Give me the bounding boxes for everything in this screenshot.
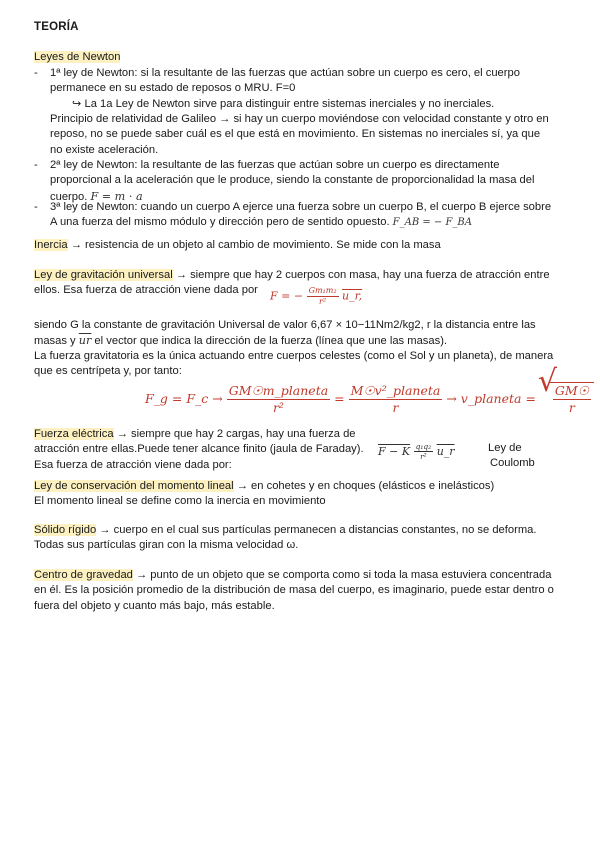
solido-paragraph bbox=[34, 523, 558, 554]
newton-law-2-text: 2ª ley de Newton: la resultante de las fuerzas que actúan sobre un cuerpo es directamente proporcional a la aceleración que le produce, siendo la constante de proporcionalidad la masa del cuerpo. bbox=[50, 159, 535, 203]
centripetal-equation bbox=[145, 382, 594, 416]
solido-text: → cuerpo en el cual sus partículas permanecen a distancias constantes, no se deforma. Todas sus partículas giran con la misma velocidad ω. bbox=[34, 524, 537, 552]
gravitacion-constant-vector: $\overline{ur}$ bbox=[78, 334, 92, 348]
gravitacion-heading: Ley de gravitación universal bbox=[34, 269, 173, 281]
bullet-dash: - bbox=[34, 67, 38, 79]
gravitacion-text: → siempre que hay 2 cuerpos con masa, hay una fuerza de atracción entre ellos. Esa fuerza de atracción viene dada por bbox=[34, 269, 550, 297]
centripetal-eq-den-2: r bbox=[392, 399, 399, 415]
centripetal-eq-frac-1 bbox=[227, 383, 330, 416]
momento-definition: El momento lineal se define como la inercia en movimiento bbox=[34, 495, 326, 507]
newton-law-3-text: 3ª ley de Newton: cuando un cuerpo A ejerce una fuerza sobre un cuerpo B, el cuerpo B ejerce sobre A una fuerza del mismo módulo y dirección pero de sentido opuesto. bbox=[50, 201, 552, 229]
momento-text: → en cohetes y en choques (elásticos e inelásticos) bbox=[233, 480, 495, 492]
gravitation-formula bbox=[270, 286, 362, 307]
coulomb-law-label-1: Ley de bbox=[488, 442, 522, 454]
centripetal-eq-sqrt-den: r bbox=[568, 400, 575, 415]
centripetal-eq-arrow: → v_planeta = bbox=[446, 391, 536, 406]
bullet-dash: - bbox=[34, 201, 38, 213]
centripetal-eq-lhs: F_g = F_c → bbox=[145, 391, 223, 406]
centripetal-eq-num-1: GM☉m_planeta bbox=[228, 382, 329, 398]
newton-law-3 bbox=[34, 200, 554, 231]
centro-paragraph bbox=[34, 568, 558, 614]
bullet-dash: - bbox=[34, 159, 38, 171]
centro-heading: Centro de gravedad bbox=[34, 569, 133, 581]
newton-heading bbox=[34, 50, 120, 65]
galileo-relativity-text: Principio de relatividad de Galileo → si hay un cuerpo moviéndose con velocidad constante y otro en reposo, no se puede saber cuál es el que está en movimiento. En sistemas no inerciales sí, ya que no existe aceleración. bbox=[50, 113, 549, 156]
inercia-heading: Inercia bbox=[34, 239, 68, 251]
newton-law-2-formula: F = m · a bbox=[90, 189, 143, 203]
coulomb-formula-denominator: r² bbox=[420, 452, 427, 461]
coulomb-law-label bbox=[488, 441, 535, 471]
newton-law-3-formula: F_AB = − F_BA bbox=[392, 217, 472, 229]
electrica-paragraph bbox=[34, 427, 374, 473]
newton-arrow-note: ↪ La 1a Ley de Newton sirve para distinguir entre sistemas inerciales y no inerciales. bbox=[72, 98, 495, 110]
solido-heading: Sólido rígido bbox=[34, 524, 97, 536]
gravitation-formula-fraction bbox=[307, 286, 339, 307]
inercia-text: → resistencia de un objeto al cambio de movimiento. Se mide con la masa bbox=[67, 239, 441, 251]
coulomb-formula bbox=[378, 442, 455, 461]
coulomb-formula-lhs: F − K bbox=[378, 444, 411, 458]
gravitacion-constant-text-2: el vector que indica la dirección de la fuerza (línea que une las masas). bbox=[91, 335, 448, 348]
momento-paragraph bbox=[34, 479, 558, 494]
centripetal-eq-num-2: M☉v²_planeta bbox=[350, 382, 441, 398]
coulomb-formula-fraction bbox=[414, 442, 434, 461]
electrica-text: → siempre que hay 2 cargas, hay una fuerza de atracción entre ellas.Puede tener alcance finito (jaula de Faraday). Esa fuerza de atracción viene dada por: bbox=[34, 428, 364, 471]
coulomb-law-label-2: Coulomb bbox=[490, 457, 535, 469]
coulomb-formula-vector: u_r bbox=[436, 444, 455, 458]
momento-heading: Ley de conservación del momento lineal bbox=[34, 480, 234, 492]
inercia-paragraph bbox=[34, 238, 558, 253]
newton-law-1-text: 1ª ley de Newton: si la resultante de las fuerzas que actúan sobre un cuerpo es cero, el cuerpo permanece en su estado de reposos o MRU. F=0 bbox=[50, 67, 520, 95]
gravitation-formula-numerator: Gm₁m₂ bbox=[308, 286, 337, 295]
centro-text: → punto de un objeto que se comporta como si toda la masa estuviera concentrada en él. Es la posición promedio de la distribución de masa del cuerpo, es imaginario, puede estar dentro o fuera del objeto y cuanto más bajo, más estable. bbox=[34, 569, 554, 612]
centripetal-eq-equals: = bbox=[334, 391, 345, 406]
coulomb-formula-numerator: q₁q₂ bbox=[415, 442, 432, 451]
gravitation-formula-lhs: F = − bbox=[270, 289, 304, 303]
centripetal-eq-den-1: r² bbox=[272, 399, 284, 415]
page-title: TEORÍA bbox=[34, 21, 79, 33]
centripetal-eq-sqrt bbox=[550, 382, 594, 416]
centripetal-eq-sqrt-frac bbox=[553, 383, 591, 416]
electrica-heading: Fuerza eléctrica bbox=[34, 428, 114, 440]
gravitacion-constant-text: siendo G la constante de gravitación Universal de valor 6,67 × 10−11Nm2/kg2, r la distancia entre las masas y bbox=[34, 319, 536, 348]
centripetal-eq-sqrt-num: √ GM☉ bbox=[554, 383, 589, 398]
newton-law-2 bbox=[34, 158, 554, 205]
centripetal-eq-frac-2 bbox=[349, 383, 443, 416]
newton-law-1 bbox=[34, 66, 554, 97]
gravitacion-central-paragraph: La fuerza gravitatoria es la única actuando entre cuerpos celestes (como el Sol y un planeta), de manera que es centrípeta y, por tanto: bbox=[34, 350, 554, 378]
gravitacion-constant-paragraph bbox=[34, 318, 558, 350]
newton-heading-text: Leyes de Newton bbox=[34, 51, 121, 63]
gravitation-formula-denominator: r² bbox=[319, 297, 327, 306]
gravitation-formula-vector: u_r, bbox=[342, 289, 363, 303]
